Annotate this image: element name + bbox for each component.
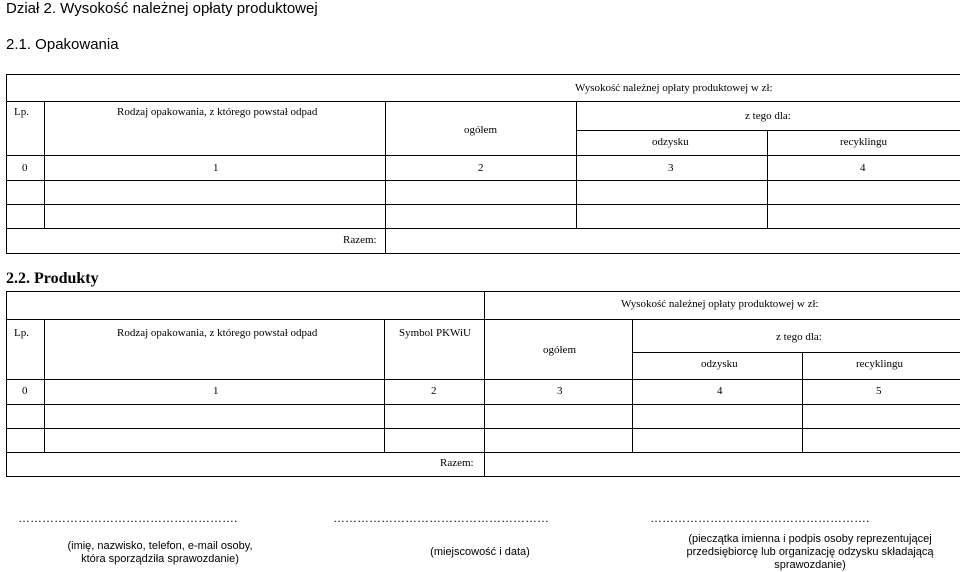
- t2-line-top: [6, 291, 960, 292]
- t1-line: [576, 130, 960, 131]
- t2-total-header: ogółem: [543, 344, 576, 356]
- t2-line: [6, 319, 960, 320]
- t1-col-num: 0: [22, 162, 28, 174]
- t1-line: [6, 101, 960, 102]
- t1-lp-header: Lp.: [14, 106, 29, 118]
- t1-recycling-header: recyklingu: [840, 136, 888, 148]
- t2-vline: [6, 291, 7, 477]
- t2-col-num: 3: [557, 385, 563, 397]
- t2-line: [6, 379, 960, 380]
- signature-stamp-line2: przedsiębiorcę lub organizację odzysku składającą: [686, 546, 934, 558]
- t2-vline: [44, 319, 45, 452]
- t1-line: [6, 204, 960, 205]
- t2-line: [6, 404, 960, 405]
- t2-vline: [802, 352, 803, 452]
- signature-person-caption: [30, 540, 290, 566]
- t2-col-num: 1: [213, 385, 219, 397]
- signature-dots-place: ………………………………………………: [333, 511, 549, 525]
- t1-vline: [767, 130, 768, 228]
- t2-pkwiu-header: Symbol PKWiU: [399, 327, 471, 339]
- t1-line: [6, 180, 960, 181]
- t1-kind-header: Rodzaj opakowania, z którego powstał odpad: [117, 106, 318, 118]
- t2-recovery-header: odzysku: [701, 358, 738, 370]
- t1-line: [6, 155, 960, 156]
- table1-title: 2.1. Opakowania: [6, 36, 119, 53]
- t2-recycling-header: recyklingu: [856, 358, 904, 370]
- t2-kind-header: Rodzaj opakowania, z którego powstał odpad: [117, 327, 318, 339]
- t1-line: [6, 228, 960, 229]
- t1-col-num: 3: [668, 162, 674, 174]
- t1-recovery-header: odzysku: [652, 136, 689, 148]
- signature-place-caption: (miejscowość i data): [430, 546, 530, 558]
- t2-vline: [384, 319, 385, 452]
- t1-line-top: [6, 74, 960, 75]
- signature-stamp-line1: (pieczątka imienna i podpis osoby reprezentującej: [688, 533, 932, 545]
- t2-fee-header: Wysokość należnej opłaty produktowej w zł:: [621, 298, 819, 310]
- t2-col-num: 5: [876, 385, 882, 397]
- t2-line: [6, 452, 960, 453]
- signature-person-line1: (imię, nazwisko, telefon, e-mail osoby,: [67, 540, 253, 552]
- t1-col-num: 2: [478, 162, 484, 174]
- t2-line: [6, 428, 960, 429]
- signature-person-line2: która sporządziła sprawozdanie): [81, 553, 239, 565]
- t1-total-header: ogółem: [464, 124, 497, 136]
- t1-fee-header: Wysokość należnej opłaty produktowej w zł:: [575, 82, 773, 94]
- section-title: Dział 2. Wysokość należnej opłaty produktowej: [6, 0, 318, 17]
- table2-title: 2.2. Produkty: [6, 270, 99, 287]
- signature-dots-person: ……………………………………………….: [18, 511, 238, 525]
- t1-col-num: 1: [213, 162, 219, 174]
- t2-col-num: 0: [22, 385, 28, 397]
- t1-of-which-header: z tego dla:: [745, 110, 791, 122]
- signature-dots-stamp: ……………………………………………….: [650, 511, 870, 525]
- t2-vline: [632, 319, 633, 452]
- signature-stamp-caption: [660, 533, 960, 572]
- signature-stamp-line3: sprawozdanie): [774, 559, 846, 571]
- t2-vline: [484, 291, 485, 477]
- t1-sum-label: Razem:: [343, 234, 377, 246]
- t1-col-num: 4: [860, 162, 866, 174]
- t2-col-num: 2: [431, 385, 437, 397]
- t1-vline: [576, 101, 577, 228]
- t2-lp-header: Lp.: [14, 327, 29, 339]
- t1-vline: [44, 101, 45, 228]
- t2-col-num: 4: [717, 385, 723, 397]
- t2-of-which-header: z tego dla:: [776, 331, 822, 343]
- t2-sum-label: Razem:: [440, 457, 474, 469]
- t1-line-bottom: [6, 253, 960, 254]
- t1-vline: [385, 101, 386, 254]
- t1-vline: [6, 74, 7, 254]
- t2-line-bottom: [6, 476, 960, 477]
- t2-line: [632, 352, 960, 353]
